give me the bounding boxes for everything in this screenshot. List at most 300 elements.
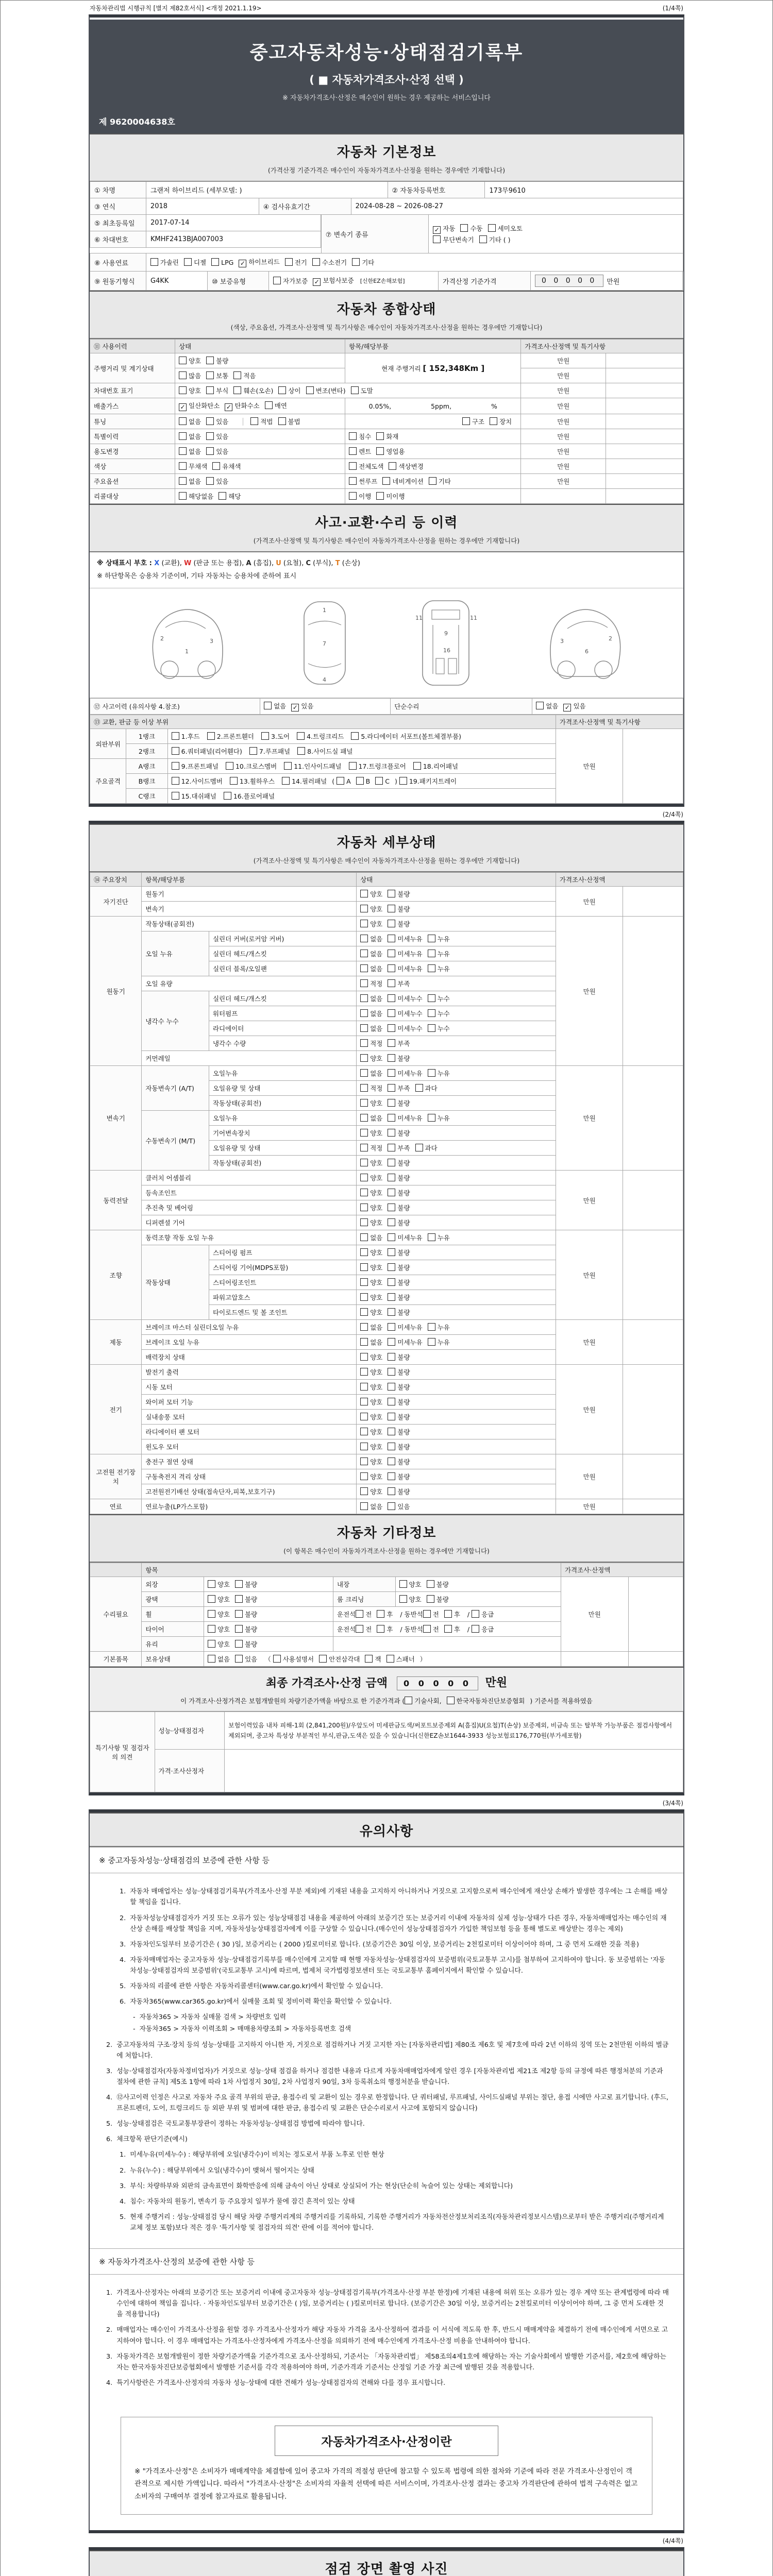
checkbox-양호[interactable]: 양호 [208,1580,230,1589]
notice-item: 2. 매매업자는 매수인이 가격조사·산정을 원할 경우 가격조사·산정자가 해당 자동차 가격을 조사·산정하여 결과를 이 서식에 적도록 한 후, 반드시 매매계약을 체결하기 전에 매수인에게 서면으로 고지하여야 합니다. 이 경우 매매업자는 가격조사·산정자에게 가격조사·산정을 의뢰하기 전에 매수인에게 가격조사·산정 비용을 안내하여야 합니다. [106,2326,668,2345]
checkbox-부족[interactable]: 부족 [388,1083,410,1093]
table-row: 리콜대상 해당없음 해당 이행 미이행 [90,489,683,504]
checkbox-6쿼터패널리어휀다[interactable]: 6.쿼터패널(리어휀다) [172,747,242,756]
accident-history-row [90,698,683,715]
checkbox-없음[interactable]: 없음 [360,1024,382,1033]
checkbox-불량[interactable]: 불량 [388,1158,410,1167]
checkbox-없음[interactable]: 없음 [360,1323,382,1332]
exchange-table [90,715,683,804]
checkbox-적정[interactable]: 적정 [360,1143,382,1153]
table-row: 작동상태 스티어링 펌프 양호 불량 [90,1245,683,1260]
svg-text:1: 1 [185,648,189,655]
checkbox-전체도색[interactable]: 전체도색 [349,462,383,471]
checkbox-7루프패널[interactable]: 7.루프패널 [249,747,290,756]
checkbox-미세누수[interactable]: 미세누수 [388,994,422,1003]
checkbox-안전삼각대[interactable]: 안전삼각대 [319,1654,360,1664]
status-code-legend: ※ 상태표시 부호 : X (교환), W (판금 또는 용접), A (흠집), U (요철), C (부식), T (손상) ※ 하단항목은 승용차 기준이며, 기타 자동차는 승용차에 준하여 표시 [90,552,683,588]
checkbox-양호[interactable]: 양호 [360,904,382,913]
checkbox-불량[interactable]: 불량 [388,904,410,913]
checkbox-누수[interactable]: 누수 [428,1009,450,1018]
checkbox-있음[interactable]: 있음 [206,447,228,456]
table-row: 오일 유량 적정 부족 [90,976,683,991]
checkbox-부족[interactable]: 부족 [388,1039,410,1048]
checkbox-불량[interactable]: 불량 [388,1412,410,1421]
checkbox-불량[interactable]: 불량 [235,1595,257,1604]
checkbox-과다[interactable]: 과다 [415,1083,438,1093]
checkbox-불량[interactable]: 불량 [388,1382,410,1392]
checkbox-11인사이드패널[interactable]: 11.인사이드패널 [284,761,341,771]
checkbox-불량[interactable]: 불량 [388,1098,410,1108]
checkbox-양호[interactable]: 양호 [179,356,201,365]
checkbox-누유[interactable]: 누유 [428,949,450,958]
exchange-table [90,715,683,804]
checkbox-없음[interactable]: 없음 [179,417,201,426]
page-marker-1: (1/4쪽) [662,5,683,12]
table-row: 주행거리 및 계기상태 양호 불량 현재 주행거리 [ 152,348Km ] 만원 [90,353,683,368]
checkbox-양호[interactable]: 양호 [399,1595,422,1604]
checkbox-불량[interactable]: 불량 [235,1639,257,1649]
checkbox-누유[interactable]: 누유 [428,1233,450,1242]
checkbox-양호[interactable]: 양호 [360,1248,382,1257]
checkbox-14필러패널[interactable]: 14.필러패널 [282,776,327,786]
table-row: 브레이크 오일 누유 없음 미세누유 누유 [90,1335,683,1350]
table-row: ③ 연식 2018 ④ 검사유효기간 2024-08-28 ~ 2026-08-27 [90,198,683,215]
checkbox-양호[interactable]: 양호 [208,1639,230,1649]
table-row: 실내송풍 모터 양호 불량 [90,1410,683,1425]
checkbox-후[interactable]: 후 [444,1624,460,1634]
table-row: 수동변속기 (M/T) 오일누유 없음 미세누유 누유 [90,1111,683,1126]
checkbox-디젤[interactable]: 디젤 [184,258,206,267]
checkbox-15대쉬패널[interactable]: 15.대쉬패널 [172,791,216,801]
status-code-A: A (흠집) [246,560,272,567]
checkbox-양호[interactable]: 양호 [360,1188,382,1197]
checkbox-응급[interactable]: 응급 [472,1624,494,1634]
checkbox-없음[interactable]: 없음 [360,1502,382,1511]
table-row: 시동 모터 양호 불량 [90,1380,683,1395]
checkbox-불량[interactable]: 불량 [388,1293,410,1302]
checkbox-유채색[interactable]: 유채색 [212,462,241,471]
table-row: 원동기 작동상태(공회전) 양호 불량 만원 [90,917,683,931]
checkbox-10크로스멤버[interactable]: 10.크로스멤버 [226,761,277,771]
document-note: ※ 자동차가격조사·산정은 매수인이 원하는 경우 제공하는 서비스입니다 [282,94,491,102]
table-row: 냉각수 수량 적정 부족 [90,1036,683,1051]
checkbox-부족[interactable]: 부족 [388,1143,410,1153]
table-row: 커먼레일 양호 불량 [90,1051,683,1066]
checkbox-양호[interactable]: 양호 [360,1367,382,1377]
checkbox-양호[interactable]: 양호 [360,1487,382,1496]
table-row: 연료 연료누출(LP가스포함) 없음 있음 만원 [90,1499,683,1514]
checkbox-없음[interactable]: 없음 [179,447,201,456]
checkbox-전[interactable]: 전 [423,1624,439,1634]
checkbox-없음[interactable]: 없음 [360,1113,382,1123]
table-row: 파워고압호스 양호 불량 [90,1290,683,1305]
misc-table [90,1563,683,1667]
table-row: ⑨ 원동기형식 G4KK ⑩ 보증유형 자가보증 ✓ 보험사보증 [신한EZ손해보험] 가격산정 기준가격 0 0 0 0 0 만원 [90,272,683,291]
table-row: 전기 발전기 출력 양호 불량 만원 [90,1365,683,1380]
table-row: 배출가스 ✓ 일산화탄소 ✓ 탄화수소 매연 0.05%, 5ppm, % 만원 [90,398,683,414]
checkbox-적법[interactable]: 적법 [250,417,273,426]
table-row: 고전원 전기장치 충전구 절연 상태 양호 불량 만원 [90,1454,683,1469]
checkbox-불량[interactable]: 불량 [427,1595,449,1604]
checkbox-양호[interactable]: 양호 [360,1382,382,1392]
checkbox-적정[interactable]: 적정 [360,1083,382,1093]
checkbox-불량[interactable]: 불량 [388,1352,410,1362]
checkbox-스패너[interactable]: 스패너 [386,1654,415,1664]
notice-item: 4. 침수: 자동차의 원동기, 변속기 등 주요장치 일부가 물에 잠긴 흔적이 있는 상태 [120,2197,355,2206]
checkbox-기타[interactable]: 기타 [429,477,451,486]
checkbox-8사이드실패널[interactable]: 8.사이드실 패널 [297,747,352,756]
checkbox-LPG[interactable]: LPG [211,258,233,266]
checkbox-없음[interactable]: 없음 [360,994,382,1003]
checkbox-미세누수[interactable]: 미세누수 [388,1009,422,1018]
checkbox-미이행[interactable]: 미이행 [376,492,405,501]
checkbox-없음[interactable]: 없음 [360,964,382,973]
checkbox-양호[interactable]: 양호 [360,1218,382,1227]
notice-item: 2. 누유(누수) : 해당부위에서 오일(냉각수)이 맺혀서 떨어지는 상태 [120,2166,314,2175]
table-row: 구동축전지 격리 상태 양호 불량 [90,1469,683,1484]
table-row: 변속기 양호 불량 [90,902,683,917]
table-row: 자기진단 원동기 양호 불량 만원 [90,887,683,902]
checkbox-양호[interactable]: 양호 [360,1397,382,1406]
checkbox-전기[interactable]: 전기 [285,258,307,267]
checkbox-누유[interactable]: 누유 [428,1069,450,1078]
table-row: 작동상태(공회전) 양호 불량 [90,1156,683,1171]
table-row: ⑬ 교환, 판금 등 이상 부위 가격조사·산정액 및 특기사항 [90,715,683,729]
section-comprehensive-header [90,291,683,339]
checkbox-있음[interactable]: 있음 [235,1654,257,1664]
checkbox-후[interactable]: 후 [377,1624,393,1634]
page-marker-2: (2/4쪽) [662,811,683,819]
checkbox-매연[interactable]: 매연 [265,401,287,410]
checkbox-불량[interactable]: 불량 [206,356,228,365]
checkbox-있음[interactable]: 있음 [206,432,228,441]
table-row: 특기사항 및 점검자의 의견 성능·상태점검자 보험이력있음 내차 피해-1회 (2,841,200원)/우앞도어 미세판금도색/써포트보증제외 A(흠집)U(요철)T(손상) 보증제외, 비금속 또는 탈부착 가능부품은 점검사항에서 제외되며, 중고차 특성상 부분적인 부식,판금,도색은 있을 수 있습니다(신한EZ손보1644-3933 성능보험료176,770원(부가세포함) [90,1712,683,1750]
checkbox-탄화수소[interactable]: ✓ 탄화수소 [225,401,259,411]
checkbox-불량[interactable]: 불량 [388,1427,410,1436]
checkbox-없음[interactable]: 없음 [360,934,382,943]
checkbox-없음[interactable]: 없음 [179,477,201,486]
table-row: 변속기 자동변속기 (A/T) 오일누유 없음 미세누유 누유 만원 [90,1066,683,1081]
status-code-C: C (부식) [306,560,331,567]
table-row: 타이어 양호 불량 운전석 전 후 / 동반석 전 후 / 응급 [90,1622,683,1637]
checkbox-불량[interactable]: 불량 [388,1442,410,1451]
checkbox-불법[interactable]: 불법 [278,417,300,426]
checkbox-불량[interactable]: 불량 [388,1203,410,1212]
checkbox-없음[interactable]: 없음 [360,1233,382,1242]
checkbox-A[interactable]: A [337,777,351,785]
checkbox-사용설명서[interactable]: 사용설명서 [273,1654,314,1664]
checkbox-보험사보증[interactable]: ✓ 보험사보증 [313,276,354,286]
checkbox-4트렁크리드[interactable]: 4.트렁크리드 [297,732,344,741]
checkbox-미세누유[interactable]: 미세누유 [388,1323,422,1332]
checkbox-있음[interactable]: ✓ 있음 [291,701,313,711]
checkbox-불량[interactable]: 불량 [388,1218,410,1227]
checkbox-양호[interactable]: 양호 [360,1263,382,1272]
checkbox-누유[interactable]: 누유 [428,934,450,943]
checkbox-양호[interactable]: 양호 [360,1308,382,1317]
checkbox-양호[interactable]: 양호 [360,1352,382,1362]
checkbox-누유[interactable]: 누유 [428,1337,450,1347]
table-row: 제동 브레이크 마스터 실린더오일 누유 없음 미세누유 누유 만원 [90,1320,683,1335]
checkbox-하이브리드[interactable]: ✓ 하이브리드 [239,257,279,267]
checkbox-양호[interactable]: 양호 [360,889,382,899]
notice-block1-heading: ※ 중고자동차성능·상태점검의 보증에 관한 사항 등 [90,1847,683,1873]
notice-block2-heading: ※ 자동차가격조사·산정의 보증에 관한 사항 등 [90,2248,683,2275]
checkbox-한국자동차진단보증협회[interactable]: 한국자동차진단보증협회 [447,1696,525,1705]
section-notice-header [90,1812,683,1847]
checkbox-불량[interactable]: 불량 [388,1278,410,1287]
checkbox-자가보증[interactable]: 자가보증 [273,276,308,285]
checkbox-응급[interactable]: 응급 [472,1609,494,1619]
checkbox-과다[interactable]: 과다 [415,1143,438,1153]
checkbox-양호[interactable]: 양호 [360,1293,382,1302]
checkbox-썬루프[interactable]: 썬루프 [349,477,377,486]
checkbox-3도어[interactable]: 3.도어 [261,732,290,741]
checkbox-침수[interactable]: 침수 [349,432,371,441]
checkbox-있음[interactable]: ✓ 있음 [563,701,585,711]
checkbox-구조[interactable]: 구조 [462,417,484,426]
checkbox-영업용[interactable]: 영업용 [376,447,405,456]
checkbox-불량[interactable]: 불량 [388,1248,410,1257]
checkbox-불량[interactable]: 불량 [388,1457,410,1466]
svg-text:11: 11 [470,615,478,622]
checkbox-있음[interactable]: 있음 [206,417,228,426]
status-code-U: U (요철) [276,560,302,567]
checkbox-불량[interactable]: 불량 [388,1308,410,1317]
checkbox-없음[interactable]: 없음 [208,1654,230,1664]
checkbox-불량[interactable]: 불량 [235,1624,257,1634]
checkbox-가솔린[interactable]: 가솔린 [150,258,179,267]
checkbox-9프론트패널[interactable]: 9.프론트패널 [172,761,219,771]
checkbox-양호[interactable]: 양호 [360,1173,382,1182]
checkbox-없음[interactable]: 없음 [360,1009,382,1018]
checkbox-후[interactable]: 후 [377,1609,393,1619]
checkbox-양호[interactable]: 양호 [360,1278,382,1287]
checkbox-수소전기[interactable]: 수소전기 [312,258,347,267]
checkbox-장치[interactable]: 장치 [490,417,512,426]
checkbox-1후드[interactable]: 1.후드 [172,732,200,741]
checkbox-양호[interactable]: 양호 [360,1203,382,1212]
checkbox-훼손오손[interactable]: 훼손(오손) [233,386,273,395]
checkbox-수동[interactable]: 수동 [460,224,482,233]
table-row: ⑪ 사용이력 상태 항목/해당부품 가격조사·산정액 및 특기사항 [90,340,683,353]
checkbox-19패키지트레이[interactable]: 19.패키지트레이 [399,776,457,786]
checkbox-네비게이션[interactable]: 네비게이션 [382,477,423,486]
checkbox-양호[interactable]: 양호 [208,1595,230,1604]
table-row: 튜닝 없음 있음 적법 불법 구조 장치 만원 [90,414,683,429]
checkbox-전[interactable]: 전 [356,1624,372,1634]
checkbox-없음[interactable]: 없음 [536,701,558,710]
checkbox-불량[interactable]: 불량 [388,1397,410,1406]
checkbox-불량[interactable]: 불량 [388,1263,410,1272]
notice-item: 2. 중고자동차의 구조·장치 등의 성능·상태를 고지하지 아니한 자, 거짓으로 점검하거나 거짓 고지한 자는 [자동차관리법] 제80조 제6호 및 제7호에 따라 2년 이하의 징역 또는 2천만원 이하의 벌금에 처합니다. [106,2041,669,2060]
checkbox-누유[interactable]: 누유 [428,1323,450,1332]
checkbox-적정[interactable]: 적정 [360,1039,382,1048]
table-row: 워터펌프 없음 미세누수 누수 [90,1006,683,1021]
checkbox-전[interactable]: 전 [356,1609,372,1619]
checkbox-불량[interactable]: 불량 [235,1580,257,1589]
svg-text:2: 2 [160,635,164,642]
checkbox-후[interactable]: 후 [444,1609,460,1619]
notice-item: 5. 자동차의 리콜에 관한 사항은 자동차리콜센터(www.car.go.kr)에서 확인할 수 있습니다. [120,1982,383,1991]
section-title: 자동차 세부상태 [337,835,436,851]
checkbox-도말[interactable]: 도말 [351,386,373,395]
section-photos-header [90,2550,683,2576]
checkbox-세미오토[interactable]: 세미오토 [488,224,523,233]
car-diagram-underbody-view [412,597,479,689]
checkbox-불량[interactable]: 불량 [235,1609,257,1619]
checkbox-B[interactable]: B [356,777,371,785]
checkbox-양호[interactable]: 양호 [360,1128,382,1138]
section-note: (가격산정 기준가격은 매수인이 자동차가격조사·산정을 원하는 경우에만 기재합니다) [267,166,506,174]
car-diagram-top-view [294,597,356,689]
checkbox-없음[interactable]: 없음 [179,432,201,441]
checkbox-양호[interactable]: 양호 [208,1609,230,1619]
page-3 [89,1809,684,2533]
table-row: 용도변경 없음 있음 렌트 영업용 만원 [90,444,683,459]
table-row: 색상 무채색 유채색 전체도색 색상변경 만원 [90,459,683,474]
notice-item: 3. 자동차인도일부터 보증기간은 ( 30 )일, 보증거리는 ( 2000 )킬로미터로 합니다. (보증기간은 30일 이상, 보증거리는 2천킬로미터 이상이어야 하며, 그 중 먼저 도래한 것을 적용) [120,1940,640,1948]
checkbox-양호[interactable]: 양호 [360,919,382,928]
checkbox-2프론트휀더[interactable]: 2.프론트휀더 [207,732,254,741]
checkbox-없음[interactable]: 없음 [264,701,286,710]
checkbox-기타[interactable]: 기타 ( ) [479,235,511,244]
checkbox-불량[interactable]: 불량 [388,1128,410,1138]
checkbox-있음[interactable]: 있음 [206,477,228,486]
final-price-note: 이 가격조사·산정가격은 보험개발원의 차량기준가액을 바탕으로 한 기준가격과 ( 기술사회, 한국자동차진단보증협회 ) 기준서를 적용하였음 [180,1697,593,1705]
svg-text:6: 6 [584,648,589,655]
special-notes-table [90,1711,683,1792]
checkbox-색상변경[interactable]: 색상변경 [389,462,423,471]
checkbox-잭[interactable]: 잭 [365,1654,381,1664]
checkbox-무단변속기[interactable]: 무단변속기 [433,235,474,244]
checkbox-많음[interactable]: 많음 [179,371,201,380]
checkbox-미세누유[interactable]: 미세누유 [388,934,422,943]
notice-item: 3. 부식: 차량하부와 외판의 금속표면이 화학반응에 의해 금속이 아닌 상태로 상실되어 가는 현상(단순히 녹슬어 있는 상태는 제외합니다) [120,2182,513,2190]
checkbox-불량[interactable]: 불량 [388,889,410,899]
checkbox-C[interactable]: C [375,777,390,785]
checkbox-화재[interactable]: 화재 [376,432,398,441]
checkbox-렌트[interactable]: 렌트 [349,447,371,456]
checkbox-누수[interactable]: 누수 [428,1024,450,1033]
svg-text:16: 16 [443,647,451,654]
checkbox-보통[interactable]: 보통 [206,371,228,380]
notice-item: 1. 자동차 매매업자는 성능·상태점검기록부(가격조사·산정 부분 제외)에 기재된 내용을 고지하지 아니하거나 거짓으로 고지함으로써 매수인에게 재산상 손해가 발생한 경우에는 그 손해를 배상할 책임을 집니다. [120,1888,668,1907]
checkbox-미세누유[interactable]: 미세누유 [388,1113,422,1123]
checkbox-미세누유[interactable]: 미세누유 [388,1337,422,1347]
table-row: 광택 양호 불량 룸 크리닝 양호 불량 [90,1592,683,1607]
checkbox-변조변타[interactable]: 변조(변타) [306,386,346,395]
checkbox-누수[interactable]: 누수 [428,994,450,1003]
checkbox-누유[interactable]: 누유 [428,1113,450,1123]
checkbox-13휠하우스[interactable]: 13.휠하우스 [230,776,275,786]
checkbox-양호[interactable]: 양호 [360,1472,382,1481]
notice-item: - 자동차365 > 자동차 이력조회 > 매매용차량조회 > 자동차등록번호 검색 [133,2025,351,2033]
section-basic-info-header [90,133,683,182]
checkbox-5라디에이터서포트볼트체결부품[interactable]: 5.라디에이터 서포트(볼트체결부품) [351,732,461,741]
svg-text:3: 3 [560,638,564,645]
checkbox-16플로어패널[interactable]: 16.플로어패널 [224,791,275,801]
checkbox-누유[interactable]: 누유 [428,964,450,973]
checkbox-기타[interactable]: 기타 [352,258,374,267]
svg-text:4: 4 [322,676,326,684]
checkbox-적음[interactable]: 적음 [233,371,256,380]
checkbox-해당[interactable]: 해당 [219,492,241,501]
checkbox-양호[interactable]: 양호 [360,1427,382,1436]
checkbox-무채색[interactable]: 무채색 [179,462,207,471]
checkbox-미세누유[interactable]: 미세누유 [388,1069,422,1078]
table-row: ⑭ 주요장치 항목/해당부품 상태 가격조사·산정액 [90,873,683,887]
checkbox-기술사회[interactable]: 기술사회, [405,1696,441,1705]
svg-text:7: 7 [322,640,326,648]
checkbox-불량[interactable]: 불량 [388,1367,410,1377]
checkbox-양호[interactable]: 양호 [360,1098,382,1108]
checkbox-미세누유[interactable]: 미세누유 [388,964,422,973]
document-subtitle: ( ■ 자동차가격조사·산정 선택 ) [309,74,464,86]
checkbox-상이[interactable]: 상이 [278,386,300,395]
checkbox-이행[interactable]: 이행 [349,492,371,501]
checkbox-불량[interactable]: 불량 [427,1580,449,1589]
section-detail-header [90,824,683,872]
checkbox-일산화탄소[interactable]: ✓ 일산화탄소 [179,401,220,411]
accident-history-table [90,698,683,715]
checkbox-양호[interactable]: 양호 [360,1158,382,1167]
checkbox-불량[interactable]: 불량 [388,1472,410,1481]
car-diagram-rear-quarter-view [536,597,640,689]
checkbox-불량[interactable]: 불량 [388,1188,410,1197]
checkbox-미세누유[interactable]: 미세누유 [388,1233,422,1242]
checkbox-양호[interactable]: 양호 [360,1054,382,1063]
svg-text:1: 1 [322,607,326,614]
checkbox-미세누유[interactable]: 미세누유 [388,949,422,958]
table-row: 외판부위 1랭크 1.후드 2.프론트휀더 3.도어 4.트렁크리드 5.라디에이터 서포트(볼트체결부품) 만원 [90,729,683,744]
checkbox-18리어패널[interactable]: 18.리어패널 [413,761,458,771]
notice-item: 4. 자동차매매업자는 중고자동차 성능·상태점검기록부를 매수인에게 고지할 때 현행 자동차성능·상태점검자의 보증범위(국토교통부 고시)를 첨부하여 고지하여야 합니다. 동 보증범위는 '자동차성능·상태점검자의 보증범위'(국토교통부 고시)에 따르며, 법제처 국가법령정보센터 또는 국토교통부 홈페이지에서 확인할 수 있습니다. [120,1956,665,1975]
final-price-unit: 만원 [485,1676,508,1690]
checkbox-불량[interactable]: 불량 [388,1487,410,1496]
checkbox-부족[interactable]: 부족 [388,979,410,988]
checkbox-양호[interactable]: 양호 [179,386,201,395]
table-row: 차대번호 표기 양호 부식 훼손(오손) 상이 변조(변타) 도말 만원 [90,383,683,398]
checkbox-양호[interactable]: 양호 [360,1442,382,1451]
checkbox-있음[interactable]: 있음 [388,1502,410,1511]
checkbox-전[interactable]: 전 [423,1609,439,1619]
checkbox-양호[interactable]: 양호 [360,1412,382,1421]
section-note: (가격조사·산정액 및 특기사항은 매수인이 자동차가격조사·산정을 원하는 경우에만 기재합니다) [253,537,520,545]
checkbox-17트렁크플로어[interactable]: 17.트렁크플로어 [349,761,406,771]
document-title: 중고자동차성능·상태점검기록부 [249,42,524,63]
checkbox-미세누수[interactable]: 미세누수 [388,1024,422,1033]
page-marker-4: (4/4쪽) [662,2537,683,2545]
checkbox-없음[interactable]: 없음 [360,1069,382,1078]
checkbox-양호[interactable]: 양호 [208,1624,230,1634]
section-misc-header [90,1514,683,1563]
checkbox-없음[interactable]: 없음 [360,1337,382,1347]
checkbox-부식[interactable]: 부식 [206,386,228,395]
checkbox-불량[interactable]: 불량 [388,1054,410,1063]
checkbox-해당없음[interactable]: 해당없음 [179,492,213,501]
price-survey-infobox [121,2417,652,2515]
checkbox-12사이드멤버[interactable]: 12.사이드멤버 [172,776,223,786]
page-1 [89,14,684,807]
checkbox-적정[interactable]: 적정 [360,979,382,988]
checkbox-없음[interactable]: 없음 [360,949,382,958]
checkbox-자동[interactable]: ✓ 자동 [433,224,455,234]
checkbox-양호[interactable]: 양호 [360,1457,382,1466]
checkbox-불량[interactable]: 불량 [388,919,410,928]
checkbox-양호[interactable]: 양호 [399,1580,422,1589]
checkbox-불량[interactable]: 불량 [388,1173,410,1182]
